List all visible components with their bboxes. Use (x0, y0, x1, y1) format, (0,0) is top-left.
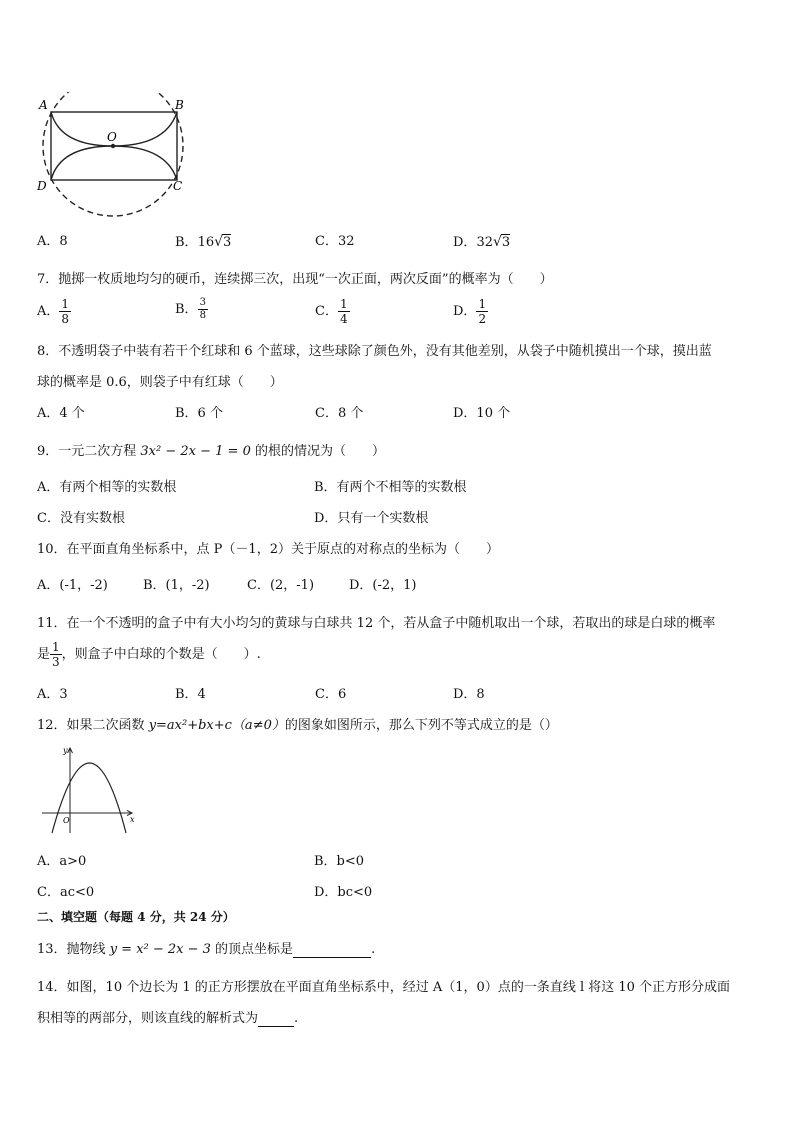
q6-option-a[interactable]: A．8 (37, 234, 68, 249)
graph-label-y: y (63, 746, 68, 755)
label-a: A (39, 98, 48, 112)
q9-option-c[interactable]: C．没有实数根 (37, 511, 125, 526)
q8-option-d[interactable]: D．10 个 (453, 406, 511, 421)
q13-answer-blank[interactable] (293, 945, 371, 958)
q9-option-b[interactable]: B．有两个不相等的实数根 (314, 480, 467, 495)
q11-option-d[interactable]: D．8 (453, 687, 485, 702)
q13-equation: y = x² − 2x − 3 (109, 942, 211, 957)
q8-option-a[interactable]: A．4 个 (37, 406, 85, 421)
q8-option-b[interactable]: B．6 个 (175, 406, 223, 421)
bottom-left-arc (51, 146, 113, 180)
section-title-fill-in: 二、填空题（每题 4 分，共 24 分） (37, 910, 235, 924)
q10-option-a[interactable]: A．(-1，-2) (37, 578, 108, 593)
parabola-graph (38, 743, 140, 835)
label-c: C (173, 179, 183, 193)
q11-stem-line2: 是 $\frac{1}{3}$ ，则盒子中白球的个数是（ ）. (37, 640, 261, 669)
center-point (111, 144, 115, 148)
q7-option-d[interactable]: D． $\frac{1}{2}$ (453, 297, 487, 326)
q10-option-c[interactable]: C．(2，-1) (247, 578, 315, 593)
dashed-circle (43, 92, 183, 216)
q12-option-d[interactable]: D．bc<0 (314, 885, 373, 900)
q6-option-c[interactable]: C．32 (315, 234, 355, 249)
q8-stem-line2: 球的概率是 0.6，则袋子中有红球（ ） (37, 375, 283, 390)
rectangle-circle-figure (30, 92, 200, 222)
q12-option-a[interactable]: A．a>0 (37, 854, 87, 869)
label-b: B (175, 98, 184, 112)
q14-answer-blank[interactable] (258, 1014, 294, 1027)
q13-stem: 13．抛物线 y = x² − 2x − 3 的顶点坐标是 . (37, 942, 376, 957)
q7-option-b[interactable]: B． $\frac{3}{8}$ (175, 297, 206, 321)
q6-option-d[interactable]: D．32√3 (453, 234, 511, 250)
q7-option-a[interactable]: A． $\frac{1}{8}$ (37, 297, 70, 326)
q14-stem-line2: 积相等的两部分，则该直线的解析式为 . (37, 1011, 299, 1026)
q9-option-a[interactable]: A．有两个相等的实数根 (37, 480, 177, 495)
q8-option-c[interactable]: C．8 个 (315, 406, 364, 421)
q11-stem-line1: 11．在一个不透明的盒子中有大小均匀的黄球与白球共 12 个，若从盒子中随机取出一个球，若取出的球是白球的概率 (37, 616, 716, 631)
q12-option-c[interactable]: C．ac<0 (37, 885, 95, 900)
q10-stem: 10．在平面直角坐标系中，点 P（－1，2）关于原点的对称点的坐标为（ ） (37, 542, 499, 557)
q10-option-d[interactable]: D．(-2，1) (349, 578, 417, 593)
q11-option-c[interactable]: C．6 (315, 687, 347, 702)
graph-label-x: x (130, 815, 135, 824)
q9-option-d[interactable]: D．只有一个实数根 (314, 511, 429, 526)
graph-label-o: O (63, 816, 70, 825)
label-d: D (37, 179, 47, 193)
q7-option-c[interactable]: C． $\frac{1}{4}$ (315, 297, 348, 326)
bottom-right-arc (113, 146, 177, 180)
q12-stem: 12．如果二次函数 y=ax²+bx+c（a≠0）的图象如图所示，那么下列不等式成立的是（） (37, 718, 558, 733)
q12-function: y=ax²+bx+c（a≠0） (148, 718, 285, 733)
q7-stem: 7．抛掷一枚质地均匀的硬币，连续掷三次，出现“一次正面，两次反面”的概率为（ ） (37, 272, 553, 287)
q12-option-b[interactable]: B．b<0 (314, 854, 365, 869)
q9-equation: 3x² − 2x − 1 = 0 (140, 444, 251, 459)
top-left-arc (51, 112, 113, 146)
q9-stem: 9．一元二次方程 3x² − 2x − 1 = 0 的根的情况为（ ） (37, 444, 385, 459)
q11-option-a[interactable]: A．3 (37, 687, 68, 702)
q6-option-b[interactable]: B．16√3 (175, 234, 232, 250)
label-o: O (107, 130, 117, 144)
q10-option-b[interactable]: B．(1，-2) (143, 578, 210, 593)
q14-stem-line1: 14．如图，10 个边长为 1 的正方形摆放在平面直角坐标系中，经过 A（1，0）点的一条直线 l 将这 10 个正方形分成面 (37, 980, 731, 995)
q8-stem-line1: 8．不透明袋子中装有若干个红球和 6 个蓝球，这些球除了颜色外，没有其他差别，从袋子中随机摸出一个球，摸出蓝 (37, 344, 712, 359)
top-right-arc (113, 112, 177, 146)
q11-option-b[interactable]: B．4 (175, 687, 206, 702)
